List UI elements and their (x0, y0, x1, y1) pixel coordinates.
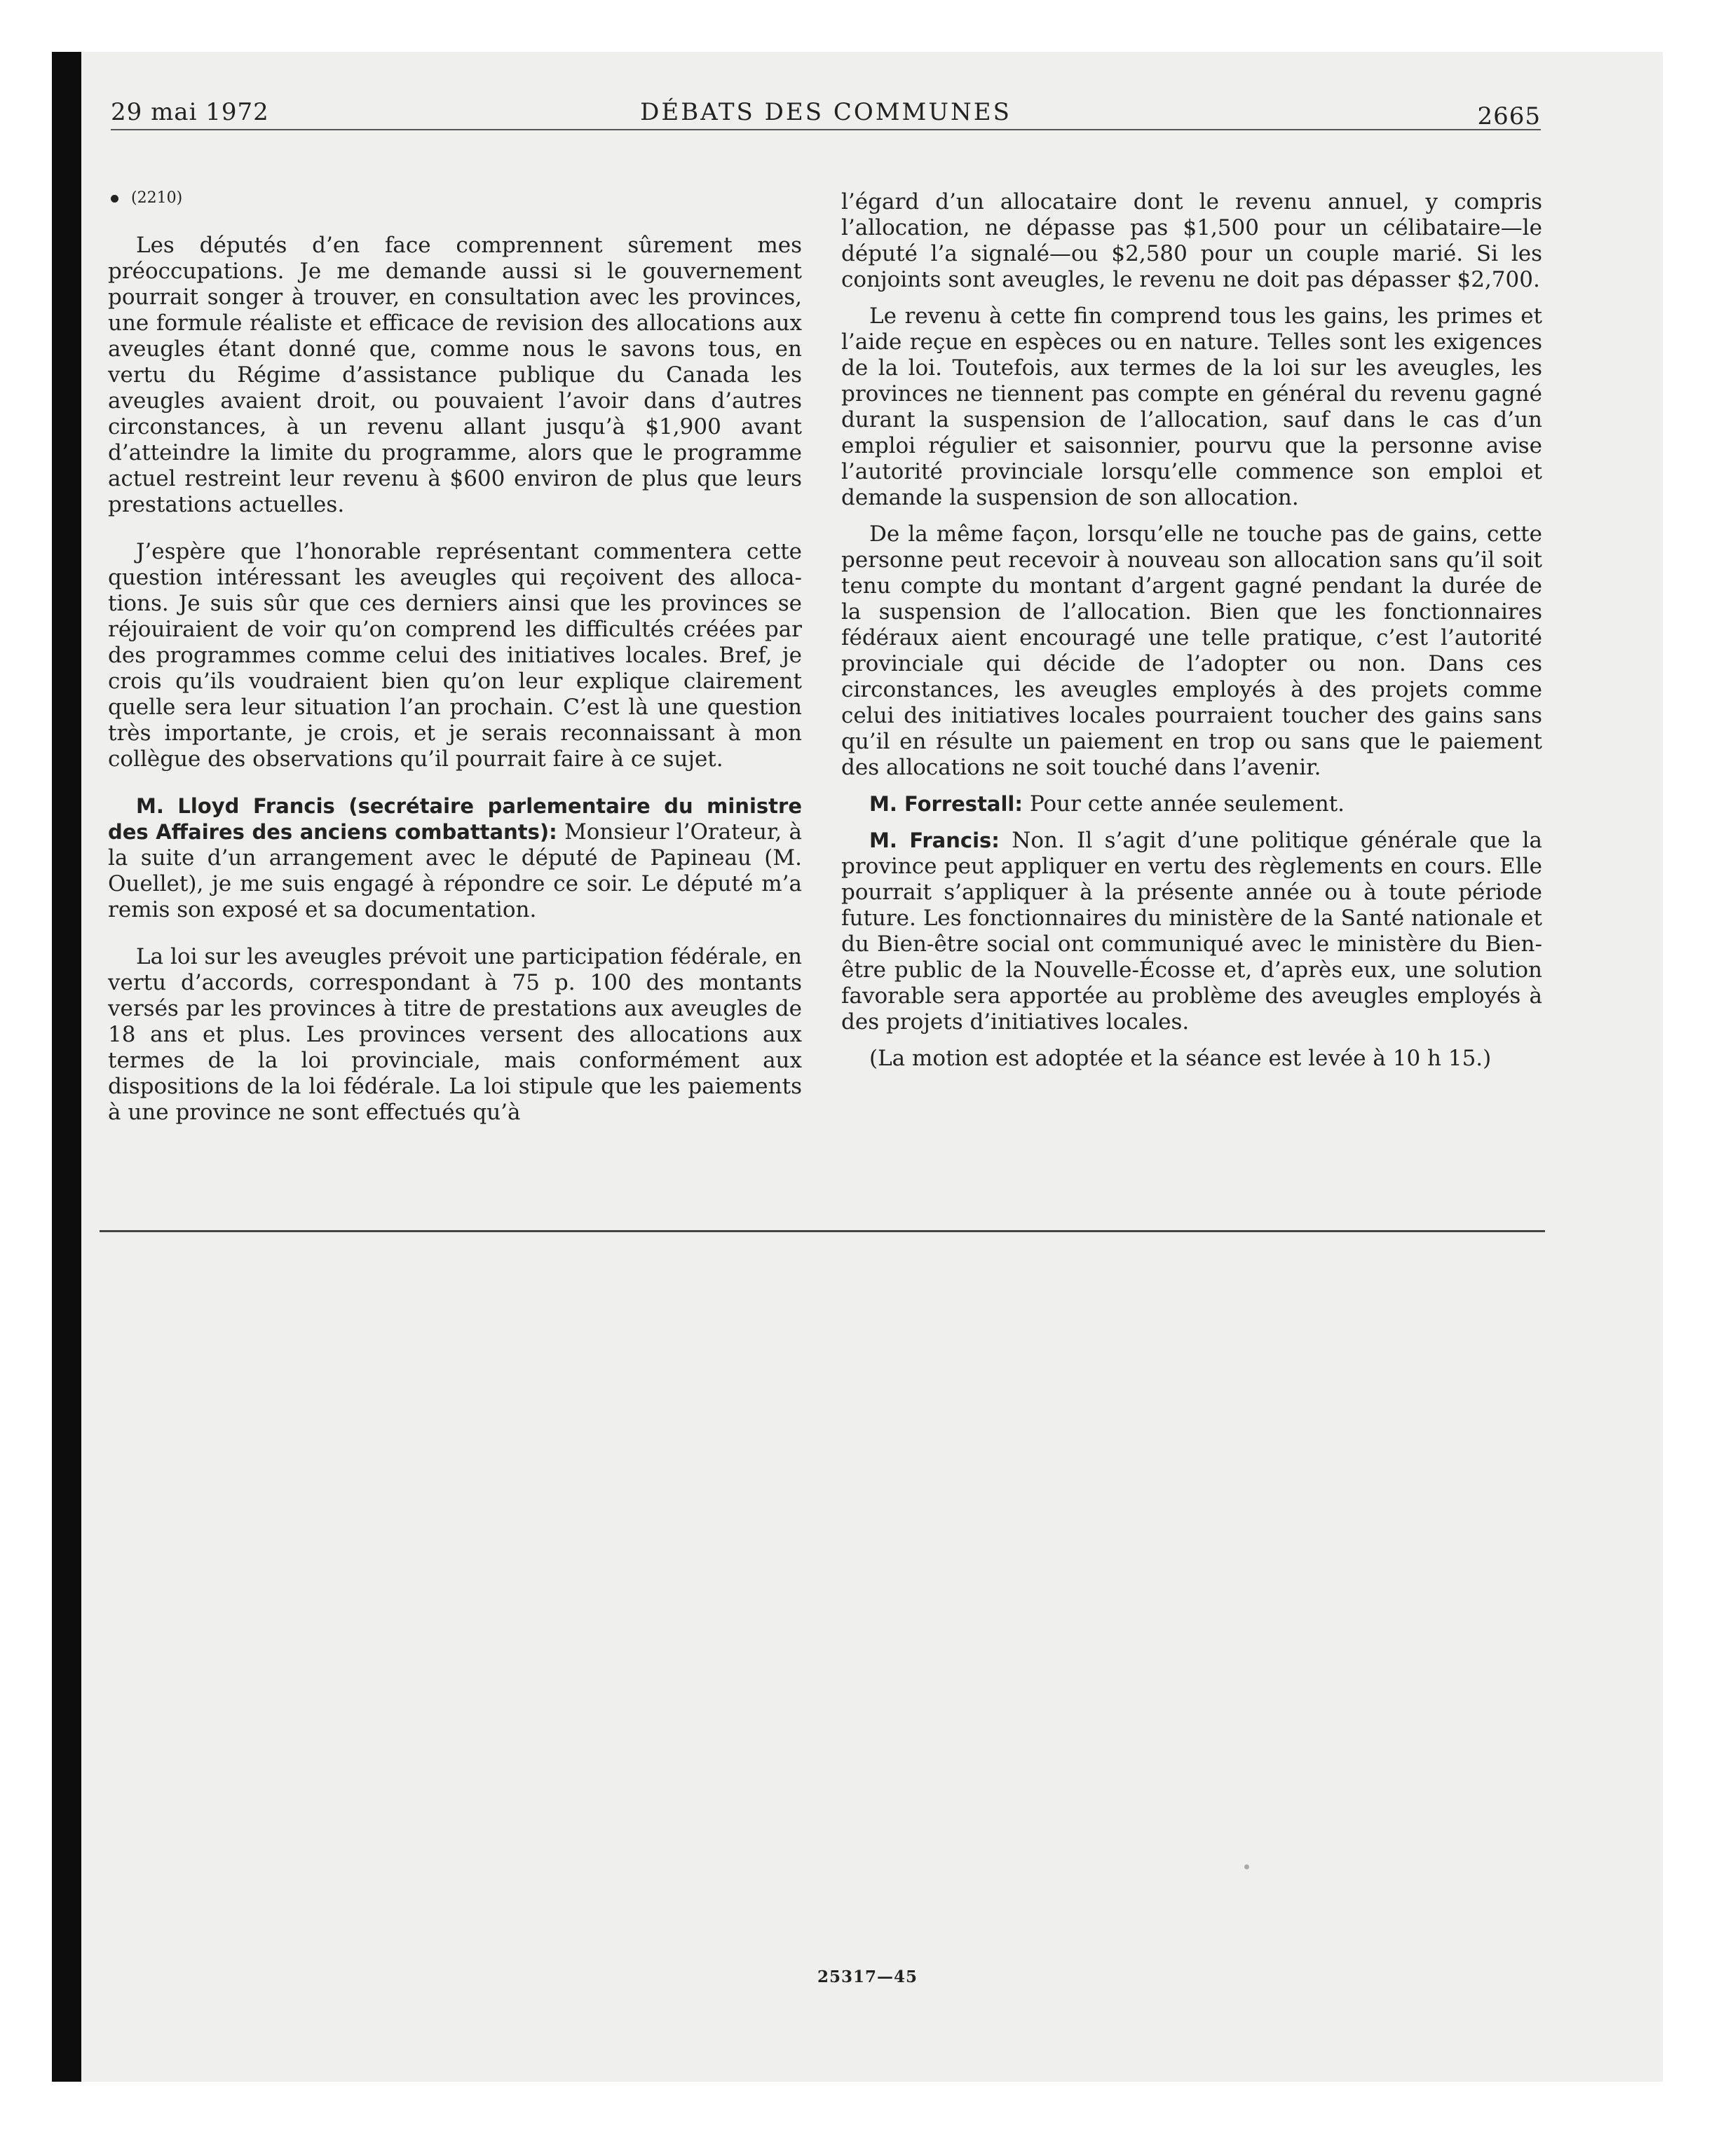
scan-speck (1244, 1864, 1249, 1869)
speaker-name: M. Lloyd Francis (secrétaire parlementaire du ministre des Affaires des anciens combattants): (108, 794, 802, 844)
paragraph: Les députés d’en face comprennent sûrement mes préoccupations. Je me demande aussi si le gouvernement pourrait songer à trouver, en consultation avec les provinces, une formule réaliste et efficace de revision des allocations aux aveugles étant donné que, comme nous le savons tous, en vertu du Régime d’assistance publique du Canada les aveugles avaient droit, ou pouvaient l’avoir dans d’autres circonstances, à un revenu allant jusqu’à $1,900 avant d’atteindre la limite du programme, alors que le programme actuel restreint leur revenu à $600 environ de plus que leurs prestations actuelles. (108, 233, 802, 517)
speech-text: Monsieur l’Orateur, à la suite d’un arrangement avec le député de Papineau (M. Ouellet), je me suis engagé à répondre ce soir. Le député m’a remis son exposé et sa documentation. (108, 819, 802, 922)
footer-code: 25317—45 (817, 1967, 918, 1986)
speaker-name: M. Francis: (869, 828, 1000, 852)
speech-text: Non. Il s’agit d’une politique générale que la province peut appliquer en vertu des règlements en cours. Elle pourrait s’appliquer à la présente année ou à toute période future. Les fonctionnaires du ministère de la Santé nationale et du Bien-être social ont communiqué avec le ministère du Bien-être public de la Nouvelle-Écosse et, d’après eux, une solution favorable sera apportée au problème des aveugles employés à des projets d’initiatives locales. (841, 828, 1542, 1035)
paragraph: J’espère que l’honorable représentant commentera cette question intéressant les aveugles qui reçoivent des allocations. Je suis sûr que ces derniers ainsi que les provinces se réjouiraient de voir qu’on comprend les difficultés créées par des programmes comme celui des initiatives locales. Bref, je crois qu’ils voudraient bien qu’on leur explique clairement quelle sera leur situation l’an prochain. C’est là une question très importante, je crois, et je serais reconnaissant à mon collègue des observations qu’il pourrait faire à ce sujet. (108, 539, 802, 772)
paragraph: Le revenu à cette fin comprend tous les gains, les primes et l’aide reçue en espèces ou en nature. Telles sont les exigences de la loi. Toutefois, aux termes de la loi sur les aveugles, les provinces ne tiennent pas compte en général du revenu gagné durant la suspension de l’allocation, sauf dans le cas d’un emploi régulier et saisonnier, pourvu que la personne avise l’autorité provinciale lorsqu’elle commence son emploi et demande la suspension de son allocation. (841, 303, 1542, 510)
end-rule (100, 1230, 1545, 1232)
binding-edge (52, 52, 81, 2082)
page-number: 2665 (1477, 102, 1541, 130)
paragraph: l’égard d’un allocataire dont le revenu annuel, y compris l’allocation, ne dépasse pas $1,500 pour un célibataire—le député l’a signalé—ou $2,580 pour un couple marié. Si les conjoints sont aveugles, le revenu ne doit pas dépasser $2,700. (841, 189, 1542, 292)
time-marker: (2210) (111, 188, 802, 209)
left-column (108, 188, 802, 1147)
speech-paragraph (841, 828, 1542, 1035)
running-header (111, 94, 1541, 130)
speech-text: Pour cette année seulement. (1029, 791, 1345, 817)
header-title: DÉBATS DES COMMUNES (640, 98, 1012, 126)
closing-note: (La motion est adoptée et la séance est levée à 10 h 15.) (869, 1046, 1492, 1071)
bullet-icon (111, 195, 118, 203)
header-date: 29 mai 1972 (111, 98, 269, 126)
paragraph: De la même façon, lorsqu’elle ne touche pas de gains, cette personne peut recevoir à nouveau son allocation sans qu’il soit tenu compte du montant d’argent gagné pendant la durée de la suspension de l’allocation. Bien que les fonctionnaires fédéraux aient encouragé une telle pratique, c’est l’autorité provinciale qui décide de l’adopter ou non. Dans ces circonstances, les aveugles employés à des projets comme celui des initiatives locales pourraient toucher des gains sans qu’il en résulte un paiement en trop ou sans que le paiement des allocations ne soit touché dans l’avenir. (841, 521, 1542, 780)
right-column (841, 189, 1542, 1082)
paragraph: La loi sur les aveugles prévoit une participation fédérale, en vertu d’accords, correspondant à 75 p. 100 des montants versés par les provinces à titre de prestations aux aveugles de 18 ans et plus. Les provinces versent des allocations aux termes de la loi provinciale, mais conformément aux dispositions de la loi fédérale. La loi stipule que les paiements à une province ne sont effectués qu’à (108, 944, 802, 1125)
speaker-name: M. Forrestall: (869, 792, 1023, 816)
speech-paragraph (841, 791, 1542, 817)
speech-paragraph (108, 793, 802, 923)
